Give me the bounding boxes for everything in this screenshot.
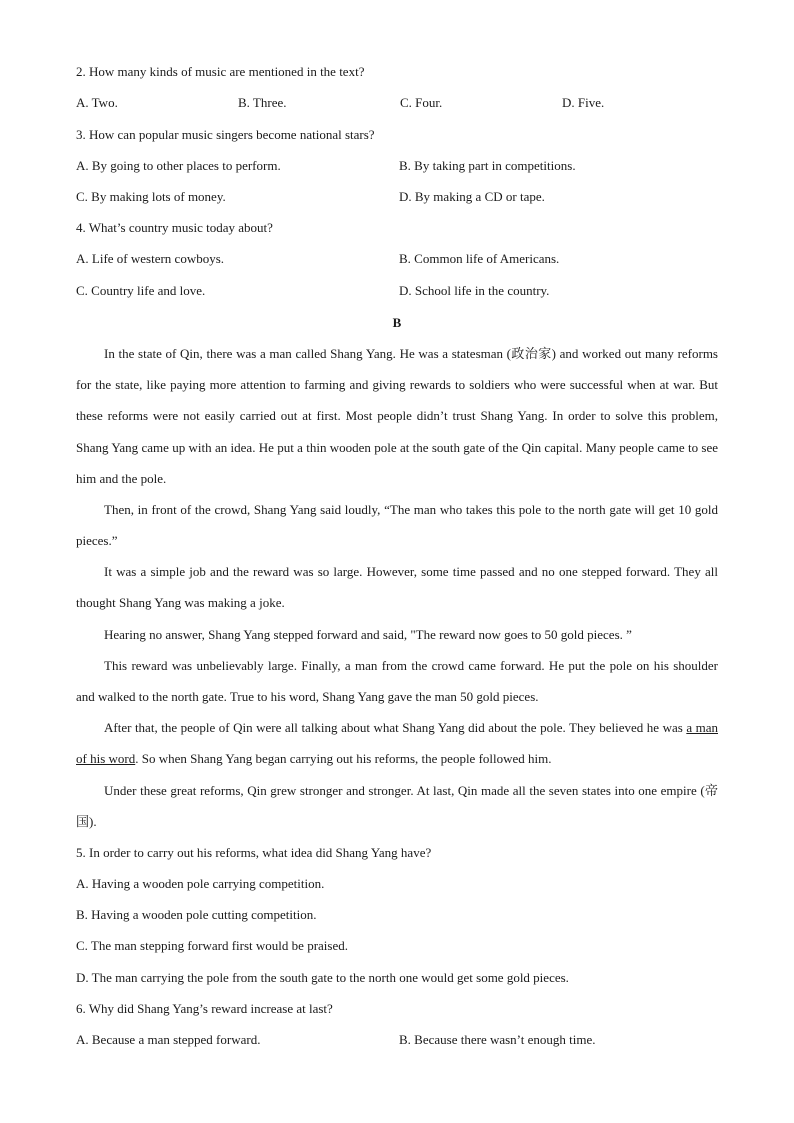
passage-paragraph-4: Hearing no answer, Shang Yang stepped forward and said, "The reward now goes to 50 gold pieces. ” [104,627,632,642]
passage-paragraph-3: It was a simple job and the reward was so large. However, some time passed and no one stepped forward. They all thought Shang Yang was making a joke. [76,564,718,611]
q6-option-a: A. Because a man stepped forward. [76,1032,261,1047]
q4-option-c: C. Country life and love. [76,283,206,298]
passage-paragraph-5: This reward was unbelievably large. Finally, a man from the crowd came forward. He put the pole on his shoulder and walked to the north gate. True to his word, Shang Yang gave the man 50 gold pieces. [76,658,718,705]
q2-option-d: D. Five. [562,95,605,110]
q5-option-c: C. The man stepping forward first would be praised. [76,938,348,953]
q3-option-b: B. By taking part in competitions. [399,158,576,173]
q3-option-a: A. By going to other places to perform. [76,158,281,173]
q2-option-a: A. Two. [76,95,118,110]
q4-option-d: D. School life in the country. [399,283,550,298]
question-3: 3. How can popular music singers become national stars? [76,127,375,142]
q2-option-b: B. Three. [238,95,287,110]
passage-paragraph-6: After that, the people of Qin were all talking about what Shang Yang did about the pole. They believed he was a man of his word. So when Shang Yang began carrying out his reforms, the people followed him. [76,720,718,767]
passage-paragraph-1: In the state of Qin, there was a man called Shang Yang. He was a statesman (政治家) and worked out many reforms for the state, like paying more attention to farming and giving rewards to soldiers who were successful when at war. But these reforms were not easily carried out at first. Most people didn’t trust Shang Yang. In order to solve this problem, Shang Yang came up with an idea. He put a thin wooden pole at the south gate of the Qin capital. Many people came to see him and the pole. [76,346,718,486]
underlined-phrase: a man of his word [76,720,718,767]
q3-option-d: D. By making a CD or tape. [399,189,545,204]
q5-option-b: B. Having a wooden pole cutting competition. [76,907,317,922]
passage-paragraph-7: Under these great reforms, Qin grew stronger and stronger. At last, Qin made all the seven states into one empire (帝国). [76,783,718,830]
question-5: 5. In order to carry out his reforms, what idea did Shang Yang have? [76,845,432,860]
q5-option-d: D. The man carrying the pole from the south gate to the north one would get some gold pieces. [76,970,569,985]
q2-option-c: C. Four. [400,95,443,110]
q3-option-c: C. By making lots of money. [76,189,226,204]
q5-option-a: A. Having a wooden pole carrying competition. [76,876,325,891]
q4-option-b: B. Common life of Americans. [399,251,560,266]
q6-option-b: B. Because there wasn’t enough time. [399,1032,596,1047]
question-4: 4. What’s country music today about? [76,220,273,235]
q4-option-a: A. Life of western cowboys. [76,251,225,266]
passage-paragraph-2: Then, in front of the crowd, Shang Yang said loudly, “The man who takes this pole to the north gate will get 10 gold pieces.” [76,502,718,549]
section-heading: B [392,315,402,330]
question-6: 6. Why did Shang Yang’s reward increase at last? [76,1001,333,1016]
question-2: 2. How many kinds of music are mentioned in the text? [76,64,365,79]
